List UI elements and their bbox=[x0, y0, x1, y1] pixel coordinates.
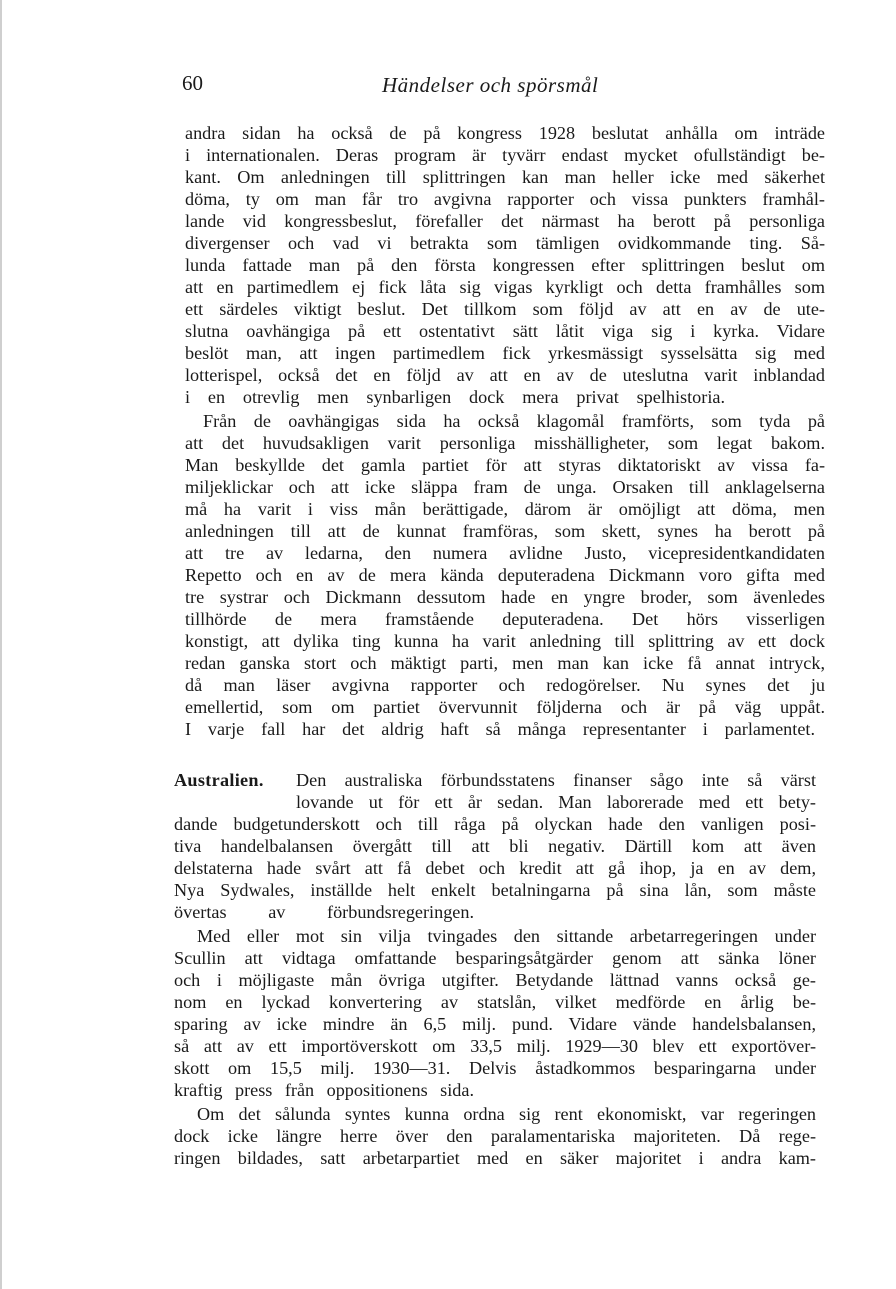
text-line: skott om 15,5 milj. 1930—31. Delvis åstadkommos besparingarna under bbox=[174, 1058, 816, 1078]
text-line: lunda fattade man på den första kongressen efter splittringen beslut om bbox=[185, 255, 825, 275]
text-line: att tre av ledarna, den numera avlidne Justo, vicepresidentkandidaten bbox=[185, 543, 825, 563]
text-line: må ha varit i viss mån berättigade, därom är omöjligt att döma, men bbox=[185, 499, 825, 519]
text-line: redan ganska stort och mäktigt parti, men man kan icke få annat intryck, bbox=[185, 653, 825, 673]
text-line: lovande ut för ett år sedan. Man laborerade med ett bety- bbox=[296, 792, 816, 812]
text-line: tillhörde de mera framstående deputeradena. Det hörs visserligen bbox=[185, 609, 825, 629]
text-line: delstaterna hade svårt att få debet och kredit att gå ihop, ja en av dem, bbox=[174, 858, 816, 878]
text-line: miljeklickar och att icke släppa fram de unga. Orsaken till anklagelserna bbox=[185, 477, 825, 497]
text-line: Den australiska förbundsstatens finanser sågo inte så värst bbox=[296, 770, 816, 790]
text-line: sparing av icke mindre än 6,5 milj. pund. Vidare vände handelsbalansen, bbox=[174, 1014, 816, 1034]
text-line: divergenser och vad vi betrakta som tämligen ovidkommande ting. Så- bbox=[185, 233, 825, 253]
text-line: andra sidan ha också de på kongress 1928 beslutat anhålla om inträde bbox=[185, 123, 825, 143]
text-line: emellertid, som om partiet övervunnit följderna och är på väg uppåt. bbox=[185, 697, 825, 717]
text-line: dock icke längre herre över den paralamentariska majoriteten. Då rege- bbox=[174, 1126, 816, 1146]
text-line: då man läser avgivna rapporter och redogörelser. Nu synes det ju bbox=[185, 675, 825, 695]
text-line: Man beskyllde det gamla partiet för att styras diktatoriskt av vissa fa- bbox=[185, 455, 825, 475]
text-line: konstigt, att dylika ting kunna ha varit anledning till splittring av ett dock bbox=[185, 631, 825, 651]
section-heading-australia: Australien. bbox=[174, 770, 264, 790]
text-line: anledningen till att de kunnat framföras, som skett, synes ha berott på bbox=[185, 521, 825, 541]
text-line: Från de oavhängigas sida ha också klagomål framförts, som tyda på bbox=[203, 411, 825, 431]
text-line: Med eller mot sin vilja tvingades den sittande arbetarregeringen under bbox=[197, 926, 816, 946]
text-line: kant. Om anledningen till splittringen kan man heller icke med säkerhet bbox=[185, 167, 825, 187]
text-line: nom en lyckad konvertering av statslån, vilket medförde en årlig be- bbox=[174, 992, 816, 1012]
text-line: Nya Sydwales, inställde helt enkelt betalningarna på sina lån, som måste bbox=[174, 880, 816, 900]
text-line: Om det sålunda syntes kunna ordna sig rent ekonomiskt, var regeringen bbox=[197, 1104, 816, 1124]
text-line: I varje fall har det aldrig haft så många representanter i parlamentet. bbox=[185, 719, 815, 739]
text-line: så att av ett importöverskott om 33,5 milj. 1929—30 blev ett exportöver- bbox=[174, 1036, 816, 1056]
text-line: och i möjligaste mån övriga utgifter. Betydande lättnad vanns också ge- bbox=[174, 970, 816, 990]
text-line: dande budgetunderskott och till råga på olyckan hade den vanligen posi- bbox=[174, 814, 816, 834]
text-line: Scullin att vidtaga omfattande besparingsåtgärder genom att sänka löner bbox=[174, 948, 816, 968]
text-line: ett särdeles viktigt beslut. Det tillkom som följd av att en av de ute- bbox=[185, 299, 825, 319]
text-line: kraftig press från oppositionens sida. bbox=[174, 1080, 474, 1100]
running-title: Händelser och spörsmål bbox=[382, 73, 599, 97]
text-line: att en partimedlem ej fick låta sig vigas kyrkligt och detta framhålles som bbox=[185, 277, 825, 297]
text-line: tre systrar och Dickmann dessutom hade en yngre broder, som ävenledes bbox=[185, 587, 825, 607]
text-line: Repetto och en av de mera kända deputeradena Dickmann voro gifta med bbox=[185, 565, 825, 585]
text-line: lotterispel, också det en följd av att en av de uteslutna varit inblandad bbox=[185, 365, 825, 385]
text-line: tiva handelbalansen övergått till att bli negativ. Därtill kom att även bbox=[174, 836, 816, 856]
text-line: i en otrevlig men synbarligen dock mera privat spelhistoria. bbox=[185, 387, 725, 407]
page-number: 60 bbox=[182, 71, 203, 95]
scan-edge bbox=[0, 0, 2, 1289]
text-line: beslöt man, att ingen partimedlem fick yrkesmässigt sysselsätta sig med bbox=[185, 343, 825, 363]
text-line: lande vid kongressbeslut, förefaller det närmast ha berott på personliga bbox=[185, 211, 825, 231]
text-line: döma, ty om man får tro avgivna rapporter och vissa punkters framhål- bbox=[185, 189, 825, 209]
text-line: att det huvudsakligen varit personliga misshälligheter, som legat bakom. bbox=[185, 433, 825, 453]
text-line: övertas av förbundsregeringen. bbox=[174, 902, 474, 922]
text-line: i internationalen. Deras program är tyvärr endast mycket ofullständigt be- bbox=[185, 145, 825, 165]
text-line: ringen bildades, satt arbetarpartiet med en säker majoritet i andra kam- bbox=[174, 1148, 816, 1168]
text-line: slutna oavhängiga på ett ostentativt sätt låtit viga sig i kyrka. Vidare bbox=[185, 321, 825, 341]
